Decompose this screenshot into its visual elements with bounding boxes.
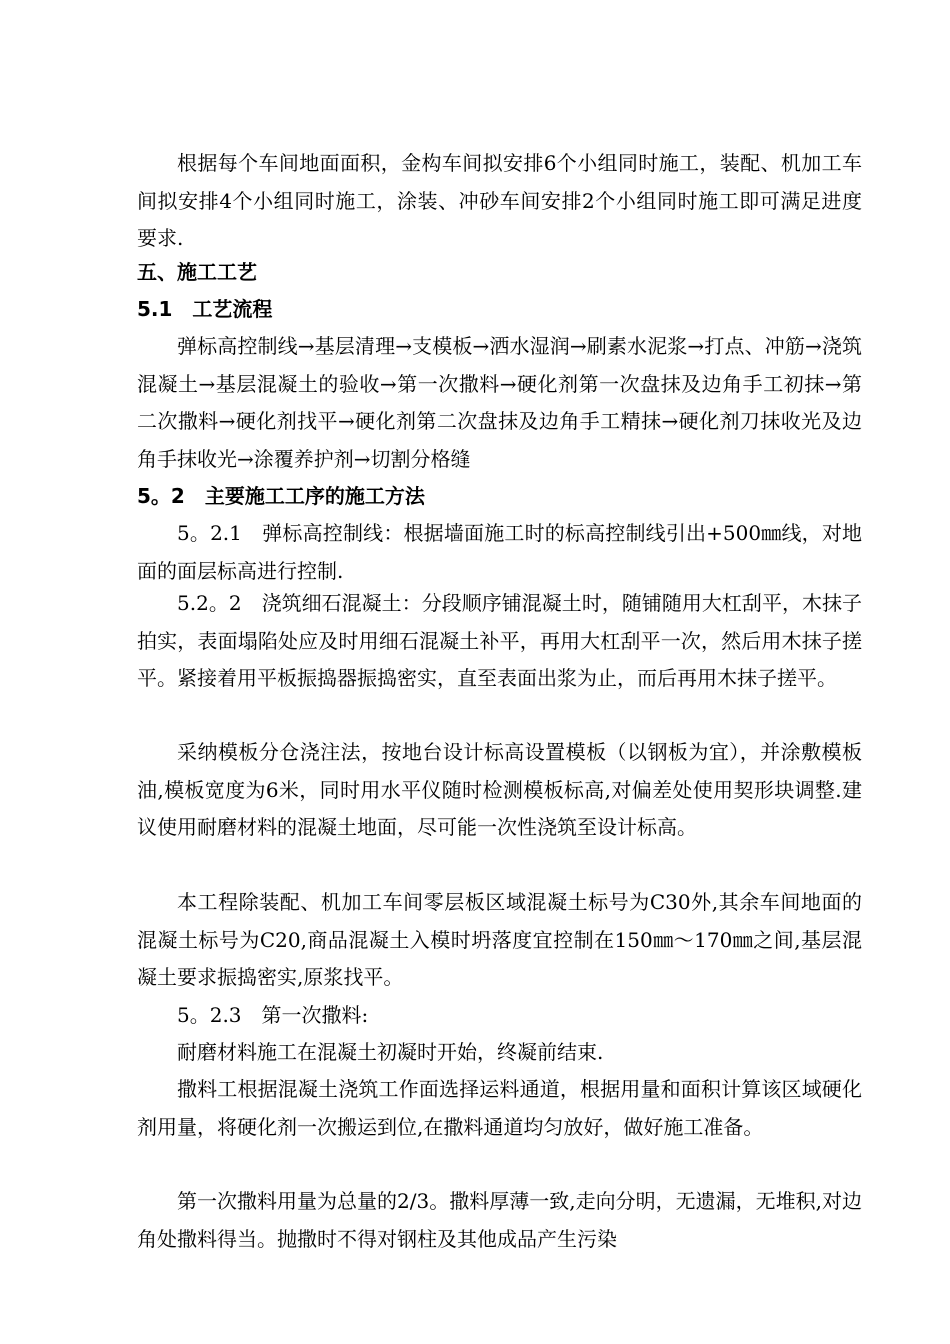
paragraph-formwork-method: 采纳模板分仓浇注法，按地台设计标高设置模板（以钢板为宜），并涂敷模板油,模板宽度为6米，同时用水平仪随时检测模板标高,对偏差处使用契形块调整.建议使用耐磨材料的混凝土地面，尽可能一次性浇筑至设计标高。: [137, 740, 862, 839]
paragraph-first-spreading-title: 5。2.3 第一次撒料:: [177, 1003, 369, 1027]
paragraph-process-flow: 弹标高控制线→基层清理→支模板→洒水湿润→刷素水泥浆→打点、冲筋→浇筑混凝土→基层混凝土的验收→第一次撒料→硬化剂第一次盘抹及边角手工初抹→第二次撒料→硬化剂找平→硬化剂第二次盘抹及边角手工精抹→硬化剂刀抹收光及边角手抹收光→涂覆养护剂→切割分格缝: [137, 334, 862, 471]
paragraph-material-timing: 耐磨材料施工在混凝土初凝时开始，终凝前结束.: [177, 1040, 604, 1064]
paragraph-elevation-control: 5。2.1 弹标高控制线：根据墙面施工时的标高控制线引出+500㎜线，对地面的面层标高进行控制.: [137, 521, 862, 583]
paragraph-first-spreading-amount: 第一次撒料用量为总量的2/3。撒料厚薄一致,走向分明，无遗漏，无堆积,对边角处撒料得当。抛撒时不得对钢柱及其他成品产生污染: [137, 1189, 862, 1251]
heading-main-methods: 5。2 主要施工工序的施工方法: [137, 484, 425, 508]
heading-process-flow: 5.1 工艺流程: [137, 297, 273, 321]
paragraph-concrete-grade: 本工程除装配、机加工车间零层板区域混凝土标号为C30外,其余车间地面的混凝土标号为C20,商品混凝土入模时坍落度宜控制在150㎜～170㎜之间,基层混凝土要求振捣密实,原浆找平。: [137, 890, 862, 989]
heading-construction-process: 五、施工工艺: [137, 260, 257, 284]
paragraph-crew-arrangement: 根据每个车间地面面积，金构车间拟安排6个小组同时施工，装配、机加工车间拟安排4个小组同时施工，涂装、冲砂车间安排2个小组同时施工即可满足进度要求.: [137, 151, 862, 250]
paragraph-material-preparation: 撒料工根据混凝土浇筑工作面选择运料通道，根据用量和面积计算该区域硬化剂用量，将硬化剂一次搬运到位,在撒料通道均匀放好，做好施工准备。: [137, 1077, 862, 1139]
paragraph-pouring-concrete: 5.2。2 浇筑细石混凝土：分段顺序铺混凝土时，随铺随用大杠刮平，木抹子拍实，表面塌陷处应及时用细石混凝土补平，再用大杠刮平一次，然后用木抹子搓平。紧接着用平板振捣器振捣密实，直至表面出浆为止，而后再用木抹子搓平。: [137, 591, 862, 690]
